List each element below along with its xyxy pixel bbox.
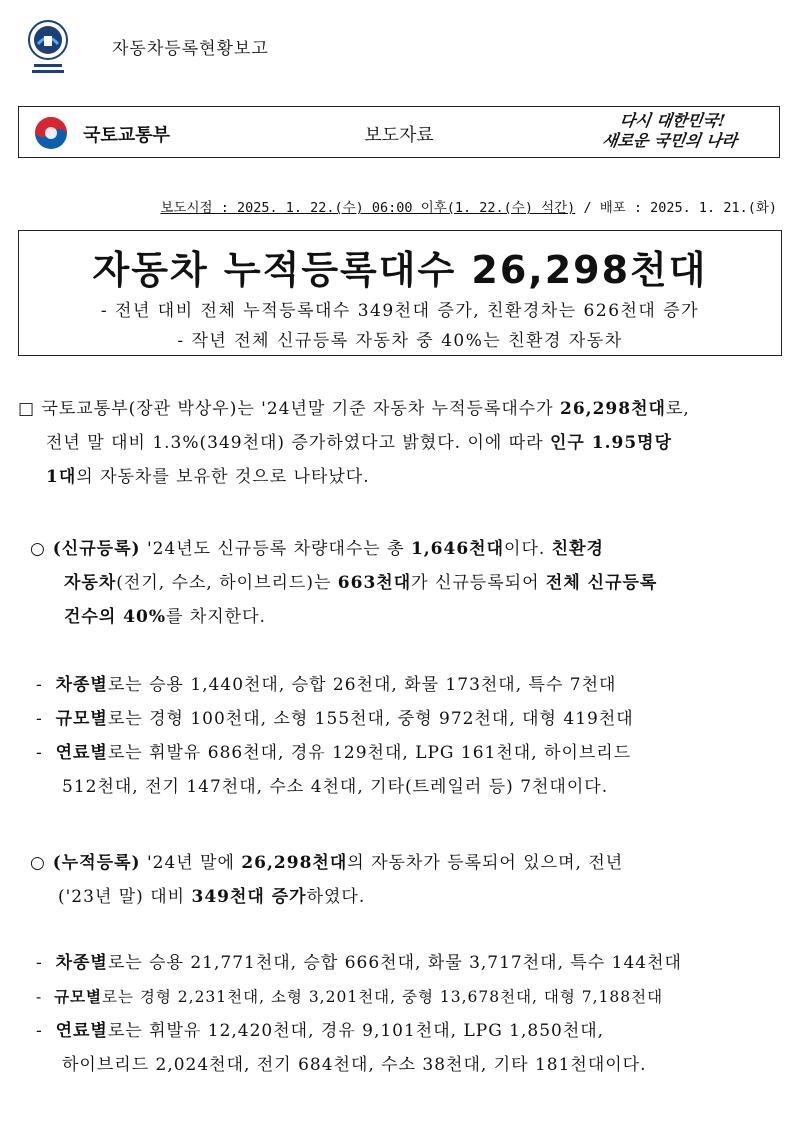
intro-line-1: □ 국토교통부(장관 박상우)는 '24년말 기준 자동차 누적등록대수가 26,298천대로, <box>18 399 690 419</box>
new-reg-by-type: - 차종별로는 승용 1,440천대, 승합 26천대, 화물 173천대, 특수 7천대 <box>36 675 617 695</box>
new-registration-details <box>36 668 786 804</box>
new-reg-by-fuel-cont: 512천대, 전기 147천대, 수소 4천대, 기타(트레일러 등) 7천대이다. <box>62 777 609 797</box>
cum-reg-by-type: - 차종별로는 승용 21,771천대, 승합 666천대, 화물 3,717천대, 특수 144천대 <box>36 953 682 973</box>
cum-reg-by-fuel-cont: 하이브리드 2,024천대, 전기 684천대, 수소 38천대, 기타 181천대이다. <box>62 1055 647 1075</box>
subheadline-1: - 전년 대비 전체 누적등록대수 349천대 증가, 친환경차는 626천대 증가 <box>100 301 700 321</box>
new-reg-by-fuel: - 연료별로는 휘발유 686천대, 경유 129천대, LPG 161천대, 하이브리드 <box>36 743 632 763</box>
cum-reg-line-2: ('23년 말) 대비 349천대 증가하였다. <box>58 887 366 907</box>
new-reg-by-size: - 규모별로는 경형 100천대, 소형 155천대, 중형 972천대, 대형 419천대 <box>36 709 634 729</box>
intro-line-3: 1대의 자동차를 보유한 것으로 나타났다. <box>46 467 370 487</box>
slogan-line-2: 새로운 국민의 나라 <box>600 131 739 150</box>
distribution-date: 배포 : 2025. 1. 21.(화) <box>599 200 777 216</box>
embargo-time: 보도시점 : 2025. 1. 22.(수) 06:00 이후(1. 22.(수) 석간) <box>160 200 576 216</box>
headline-box <box>18 230 782 356</box>
cumulative-registration-paragraph <box>30 846 786 914</box>
new-registration-paragraph <box>30 532 786 634</box>
new-reg-line-2: 자동차(전기, 수소, 하이브리드)는 663천대가 신규등록되어 전체 신규등록 <box>64 573 658 593</box>
headline-title: 자동차 누적등록대수 26,298천대 <box>92 248 708 292</box>
intro-paragraph <box>18 392 788 494</box>
release-separator: / <box>575 200 600 216</box>
ministry-name: 국토교통부 <box>83 125 170 146</box>
press-release-banner <box>18 106 780 158</box>
cum-reg-by-size: - 규모별로는 경형 2,231천대, 소형 3,201천대, 중형 13,678천대, 대형 7,188천대 <box>36 987 664 1006</box>
slogan <box>578 111 764 151</box>
header-title: 자동차등록현황보고 <box>112 39 269 59</box>
circle-bullet-icon: ○ <box>30 853 46 873</box>
cumulative-registration-details <box>36 946 786 1082</box>
new-reg-line-3: 건수의 40%를 차지한다. <box>64 607 266 627</box>
circle-bullet-icon: ○ <box>30 539 46 559</box>
slogan-line-1: 다시 대한민국! <box>618 111 727 130</box>
cum-reg-line-1: ○ (누적등록) '24년 말에 26,298천대의 자동차가 등록되어 있으며, 전년 <box>30 853 624 873</box>
subheadline-2: - 작년 전체 신규등록 자동차 중 40%는 친환경 자동차 <box>177 331 623 351</box>
cum-reg-by-fuel: - 연료별로는 휘발유 12,420천대, 경유 9,101천대, LPG 1,850천대, <box>36 1021 605 1041</box>
press-type-label: 보도자료 <box>364 125 434 146</box>
new-reg-line-1: ○ (신규등록) '24년도 신규등록 차량대수는 총 1,646천대이다. 친환경 <box>30 539 604 559</box>
release-info <box>160 196 777 216</box>
agency-emblem-icon <box>26 18 70 76</box>
intro-line-2: 전년 말 대비 1.3%(349천대) 증가하였다고 밝혔다. 이에 따라 인구 1.95명당 <box>46 433 672 453</box>
square-bullet-icon: □ <box>18 399 36 419</box>
document-header <box>24 14 784 76</box>
